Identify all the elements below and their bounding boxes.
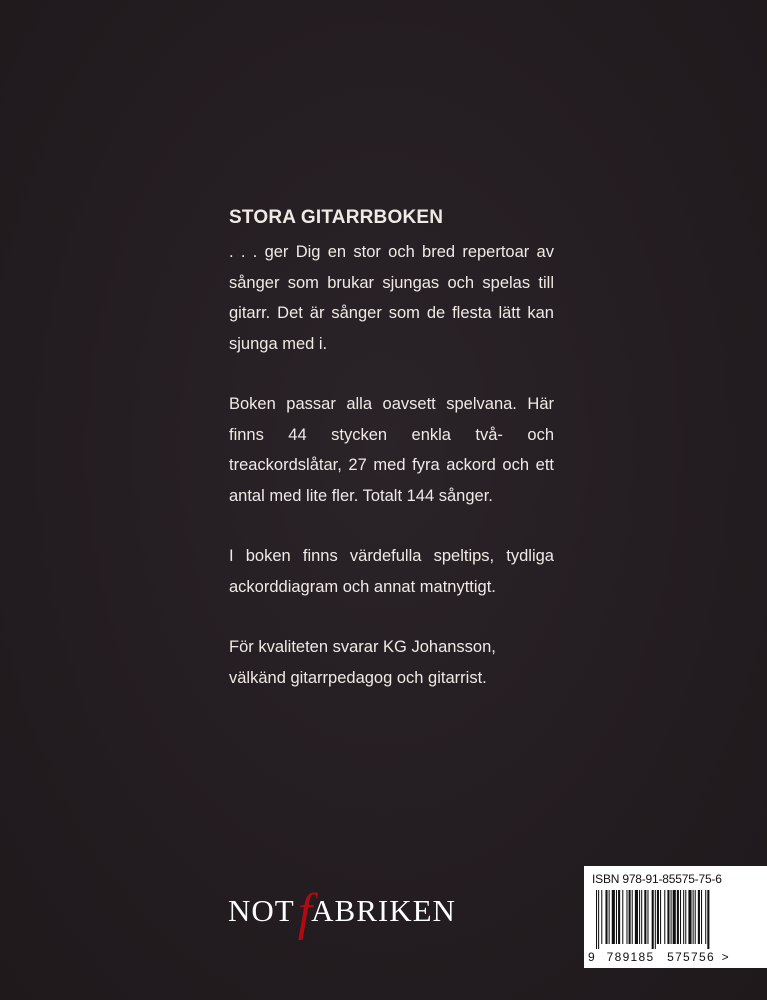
ean-first-digit: 9 [588, 950, 596, 964]
logo-text-part-2: ABRIKEN [311, 893, 456, 928]
blurb-paragraph-1: . . . ger Dig en stor och bred repertoar av sånger som brukar sjungas och spelas till gitarr. Det är sånger som de flesta lätt kan sjunga med i. [229, 243, 554, 353]
publisher-logo [228, 884, 456, 940]
logo-f-mark: f [297, 884, 313, 941]
ean-digits [588, 950, 766, 964]
ean-group-2: 575756 [667, 950, 715, 964]
ean-group-1: 789185 [606, 950, 655, 964]
blurb-section [229, 205, 554, 723]
blurb-paragraph-2: Boken passar alla oavsett spelvana. Här finns 44 stycken enkla två- och treackordslåtar, 27 med fyra ackord och ett antal med lite fler. Totalt 144 sånger. [229, 395, 554, 505]
blurb-paragraph-3: I boken finns värdefulla speltips, tydliga ackorddiagram och annat matnyttigt. [229, 547, 554, 596]
logo-text-part-1: NOT [228, 893, 295, 928]
isbn-label: ISBN 978-91-85575-75-6 [592, 872, 722, 886]
blurb-paragraph-4: För kvaliteten svarar KG Johansson, välkänd gitarrpedagog och gitarrist. [229, 638, 496, 687]
ean-marker: > [721, 950, 730, 964]
isbn-barcode-box [584, 866, 767, 968]
barcode-icon [596, 890, 756, 949]
book-title: STORA GITARRBOKEN [229, 207, 444, 228]
